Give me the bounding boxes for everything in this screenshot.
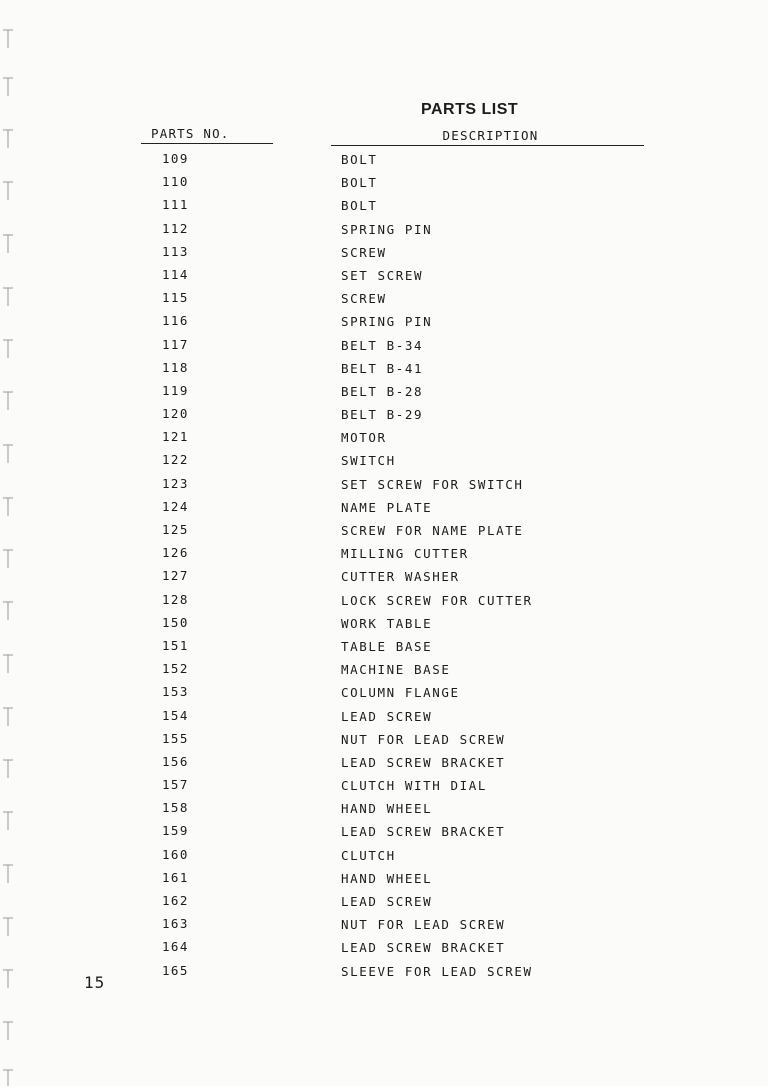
part-number: 152 bbox=[162, 661, 189, 677]
part-number: 112 bbox=[162, 220, 189, 236]
part-number: 159 bbox=[162, 823, 189, 839]
table-row bbox=[0, 588, 768, 611]
table-row bbox=[0, 935, 768, 958]
part-description: SCREW FOR NAME PLATE bbox=[341, 523, 524, 538]
table-row bbox=[0, 843, 768, 866]
page-title: PARTS LIST bbox=[421, 101, 519, 118]
part-number: 113 bbox=[162, 243, 189, 259]
column-header-parts-no: PARTS NO. bbox=[141, 126, 273, 144]
part-number: 120 bbox=[162, 406, 189, 422]
part-number: 150 bbox=[162, 614, 189, 630]
table-row bbox=[0, 680, 768, 703]
table-row bbox=[0, 866, 768, 889]
part-number: 153 bbox=[162, 684, 189, 700]
part-description: BELT B-29 bbox=[341, 407, 424, 423]
part-description: CUTTER WASHER bbox=[341, 569, 460, 585]
part-description: BELT B-28 bbox=[341, 383, 424, 399]
part-number: 158 bbox=[162, 800, 189, 816]
table-row bbox=[0, 819, 768, 842]
part-description: TABLE BASE bbox=[341, 638, 433, 654]
table-row bbox=[0, 309, 768, 332]
table-row bbox=[0, 356, 768, 379]
table-row bbox=[0, 657, 768, 680]
page-number: 15 bbox=[84, 973, 106, 992]
part-description: SLEEVE FOR LEAD SCREW bbox=[341, 963, 533, 979]
part-description: WORK TABLE bbox=[341, 615, 433, 631]
part-number: 154 bbox=[162, 707, 189, 723]
part-number: 115 bbox=[162, 290, 189, 306]
part-description: BELT B-34 bbox=[341, 337, 424, 353]
part-number: 126 bbox=[162, 545, 189, 561]
part-number: 109 bbox=[162, 151, 189, 166]
table-row bbox=[0, 448, 768, 471]
part-number: 118 bbox=[162, 359, 189, 375]
part-description: MILLING CUTTER bbox=[341, 546, 469, 562]
table-row bbox=[0, 217, 768, 240]
table-row bbox=[0, 727, 768, 750]
table-row bbox=[0, 611, 768, 634]
part-number: 110 bbox=[162, 174, 189, 190]
part-description: LOCK SCREW FOR CUTTER bbox=[341, 592, 533, 608]
part-number: 151 bbox=[162, 637, 189, 653]
part-description: CLUTCH bbox=[341, 847, 396, 863]
part-number: 127 bbox=[162, 568, 189, 584]
part-number: 156 bbox=[162, 753, 189, 769]
part-number: 111 bbox=[162, 197, 189, 213]
part-description: LEAD SCREW BRACKET bbox=[341, 754, 506, 770]
part-description: SCREW bbox=[341, 244, 387, 260]
table-row bbox=[0, 472, 768, 495]
part-description: MACHINE BASE bbox=[341, 662, 451, 678]
part-description: NAME PLATE bbox=[341, 499, 433, 515]
table-row bbox=[0, 147, 768, 170]
table-row bbox=[0, 541, 768, 564]
table-row bbox=[0, 959, 768, 982]
table-row bbox=[0, 402, 768, 425]
part-description: LEAD SCREW bbox=[341, 894, 433, 909]
part-number: 122 bbox=[162, 452, 189, 468]
table-row bbox=[0, 889, 768, 912]
table-row bbox=[0, 333, 768, 356]
part-description: LEAD SCREW BRACKET bbox=[341, 940, 506, 956]
table-row bbox=[0, 704, 768, 727]
part-number: 125 bbox=[162, 522, 189, 537]
table-row bbox=[0, 240, 768, 263]
table-row bbox=[0, 193, 768, 216]
part-description: HAND WHEEL bbox=[341, 870, 433, 886]
part-description: SET SCREW bbox=[341, 267, 424, 283]
table-row bbox=[0, 634, 768, 657]
part-description: SPRING PIN bbox=[341, 221, 433, 237]
part-number: 119 bbox=[162, 382, 189, 398]
part-description: SWITCH bbox=[341, 453, 396, 469]
parts-table bbox=[0, 147, 768, 982]
table-row bbox=[0, 379, 768, 402]
part-number: 121 bbox=[162, 429, 189, 445]
table-row bbox=[0, 912, 768, 935]
table-row bbox=[0, 564, 768, 587]
part-description: BOLT bbox=[341, 175, 378, 191]
part-description: CLUTCH WITH DIAL bbox=[341, 778, 488, 794]
part-number: 117 bbox=[162, 336, 189, 352]
table-row bbox=[0, 773, 768, 796]
table-row bbox=[0, 796, 768, 819]
part-number: 161 bbox=[162, 869, 189, 885]
part-description: LEAD SCREW BRACKET bbox=[341, 824, 506, 840]
part-number: 114 bbox=[162, 266, 189, 282]
part-number: 162 bbox=[162, 893, 189, 908]
part-number: 163 bbox=[162, 916, 189, 932]
part-number: 160 bbox=[162, 846, 189, 862]
part-number: 116 bbox=[162, 313, 189, 329]
table-row bbox=[0, 170, 768, 193]
table-row bbox=[0, 518, 768, 541]
part-description: COLUMN FLANGE bbox=[341, 685, 460, 701]
part-description: BOLT bbox=[341, 198, 378, 214]
table-row bbox=[0, 425, 768, 448]
part-description: SCREW bbox=[341, 291, 387, 307]
part-number: 164 bbox=[162, 939, 189, 955]
part-number: 165 bbox=[162, 962, 189, 978]
part-number: 155 bbox=[162, 730, 189, 746]
part-description: LEAD SCREW bbox=[341, 708, 433, 724]
table-row bbox=[0, 495, 768, 518]
column-header-description: DESCRIPTION bbox=[331, 128, 644, 146]
table-row bbox=[0, 286, 768, 309]
part-description: NUT FOR LEAD SCREW bbox=[341, 917, 506, 933]
part-description: NUT FOR LEAD SCREW bbox=[341, 731, 506, 747]
part-description: SET SCREW FOR SWITCH bbox=[341, 476, 524, 492]
part-description: BELT B-41 bbox=[341, 360, 424, 376]
part-number: 157 bbox=[162, 777, 189, 793]
part-number: 128 bbox=[162, 591, 189, 607]
part-description: SPRING PIN bbox=[341, 314, 433, 330]
part-number: 124 bbox=[162, 498, 189, 514]
part-description: MOTOR bbox=[341, 430, 387, 446]
part-number: 123 bbox=[162, 475, 189, 491]
part-description: BOLT bbox=[341, 152, 378, 167]
part-description: HAND WHEEL bbox=[341, 801, 433, 817]
table-row bbox=[0, 263, 768, 286]
table-row bbox=[0, 750, 768, 773]
